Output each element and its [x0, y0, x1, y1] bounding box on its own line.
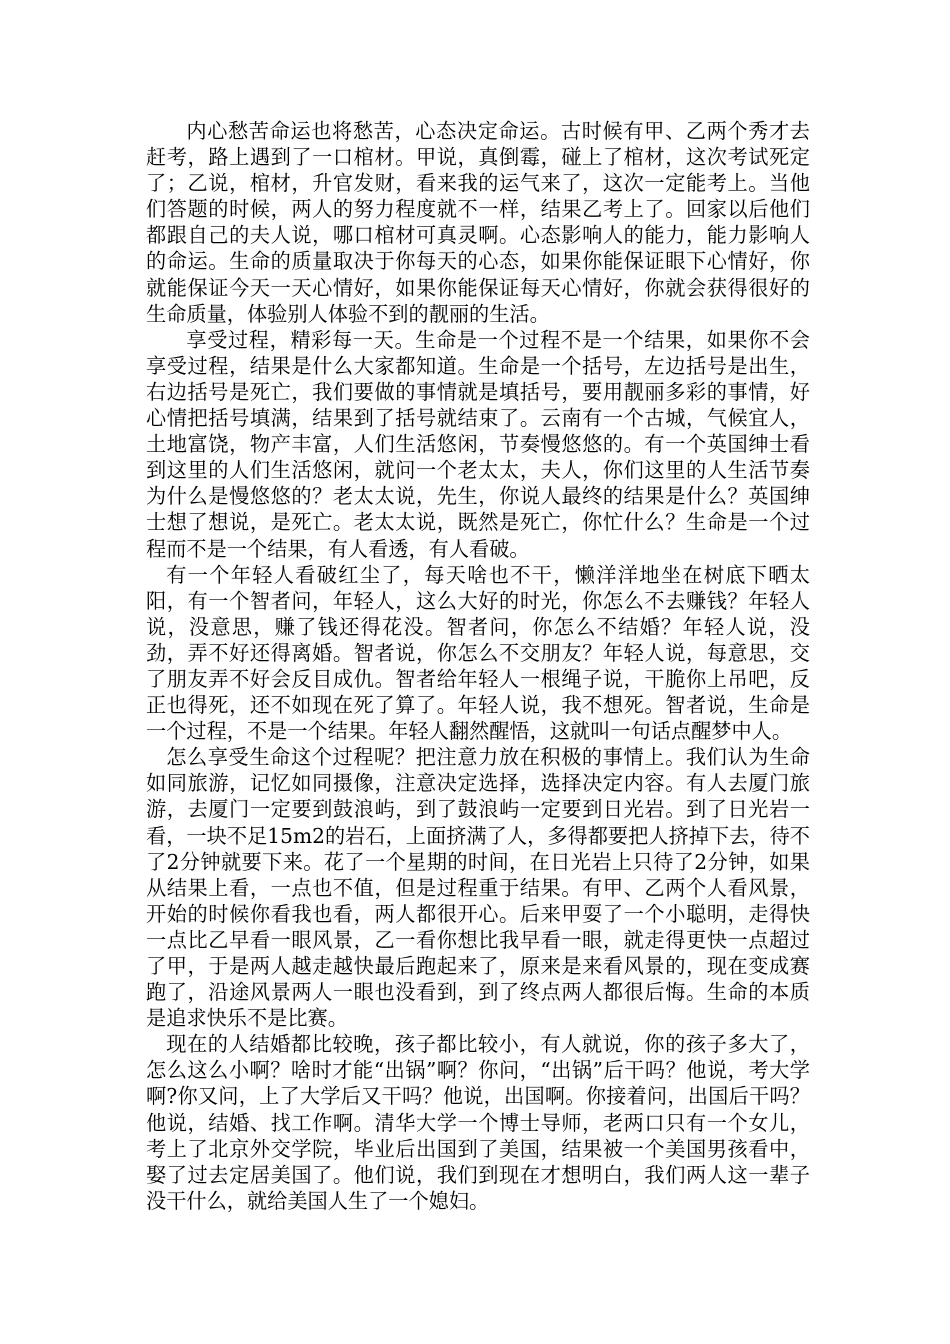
- document-page: [146, 118, 810, 1214]
- paragraph-mindset: 内心愁苦命运也将愁苦，心态决定命运。古时候有甲、乙两个秀才去赶考，路上遇到了一口棺材。甲说，真倒霉，碰上了棺材，这次考试死定了；乙说，棺材，升官发财，看来我的运气来了，这次一定能考上。当他们答题的时候，两人的努力程度就不一样，结果乙考上了。回家以后他们都跟自己的夫人说，哪口棺材可真灵啊。心态影响人的能力，能力影响人的命运。生命的质量取决于你每天的心态，如果你能保证眼下心情好，你就能保证今天一天心情好，如果你能保证每天心情好，你就会获得很好的生命质量，体验别人体验不到的靓丽的生活。: [146, 119, 810, 326]
- paragraph-marriage: 现在的人结婚都比较晚，孩子都比较小，有人就说，你的孩子多大了，怎么这么小啊？啥时才能“出锅”啊？你问，“出锅”后干吗？他说，考大学啊?你又问，上了大学后又干吗？他说，出国啊。你接着问，出国后干吗？他说，结婚、找工作啊。清华大学一个博士导师，老两口只有一个女儿，考上了北京外交学院，毕业后出国到了美国，结果被一个美国男孩看中，娶了过去定居美国了。他们说，我们到现在才想明白，我们两人这一辈子没干什么，就给美国人生了一个媳妇。: [146, 1032, 810, 1213]
- paragraph-how-to-enjoy: 怎么享受生命这个过程呢？把注意力放在积极的事情上。我们认为生命如同旅游，记忆如同摄像，注意决定选择，选择决定内容。有人去厦门旅游，去厦门一定要到鼓浪屿，到了鼓浪屿一定要到日光岩。到了日光岩一看，一块不足15m2的岩石，上面挤满了人，多得都要把人挤掉下去，待不了2分钟就要下来。花了一个星期的时间，在日光岩上只待了2分钟，如果从结果上看，一点也不值，但是过程重于结果。有甲、乙两个人看风景，开始的时候你看我也看，两人都很开心。后来甲耍了一个小聪明，走得快一点比乙早看一眼风景，乙一看你想比我早看一眼，就走得更快一点超过了甲，于是两人越走越快最后跑起来了，原来是来看风景的，现在变成赛跑了，沿途风景两人一眼也没看到，到了终点两人都很后悔。生命的本质是追求快乐不是比赛。: [146, 745, 810, 1031]
- paragraph-young-man: 有一个年轻人看破红尘了，每天啥也不干，懒洋洋地坐在树底下晒太阳，有一个智者问，年轻人，这么大好的时光，你怎么不去赚钱？年轻人说，没意思，赚了钱还得花没。智者问，你怎么不结婚？年轻人说，没劲，弄不好还得离婚。智者说，你怎么不交朋友？年轻人说，每意思，交了朋友弄不好会反目成仇。智者给年轻人一根绳子说，干脆你上吊吧，反正也得死，还不如现在死了算了。年轻人说，我不想死。智者说，生命是一个过程，不是一个结果。年轻人翻然醒悟，这就叫一句话点醒梦中人。: [146, 562, 810, 744]
- paragraph-enjoy-process: 享受过程，精彩每一天。生命是一个过程不是一个结果，如果你不会享受过程，结果是什么大家都知道。生命是一个括号，左边括号是出生，右边括号是死亡，我们要做的事情就是填括号，要用靓丽多彩的事情，好心情把括号填满，结果到了括号就结束了。云南有一个古城，气候宜人，土地富饶，物产丰富，人们生活悠闲，节奏慢悠悠的。有一个英国绅士看到这里的人们生活悠闲，就问一个老太太，夫人，你们这里的人生活节奏为什么是慢悠悠的？老太太说，先生，你说人最终的结果是什么？英国绅士想了想说，是死亡。老太太说，既然是死亡，你忙什么？生命是一个过程而不是一个结果，有人看透，有人看破。: [146, 327, 810, 561]
